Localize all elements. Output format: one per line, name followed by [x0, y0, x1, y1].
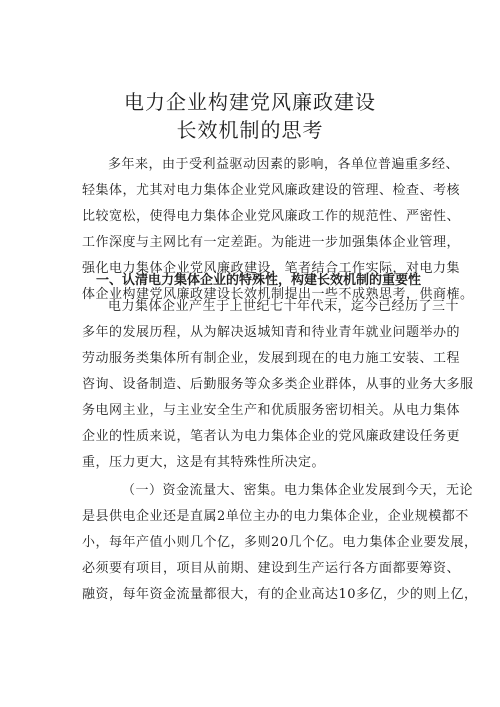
paragraph-line: 体企业构建党风廉政建设长效机制提出一些不成熟思考，供商榷。	[82, 287, 474, 302]
document-title-line-2: 长效机制的思考	[176, 118, 324, 142]
paragraph-line: 融资，每年资金流量都很大，有的企业高达10多亿，少的则上亿，	[82, 587, 478, 602]
paragraph-line: （一）资金流量大、密集。电力集体企业发展到今天，无论	[122, 483, 474, 498]
paragraph-line: 重，压力更大，这是有其特殊性所决定。	[82, 455, 326, 470]
document-title-line-1: 电力企业构建党风廉政建设	[124, 90, 376, 114]
paragraph-line: 必须要有项目，项目从前期、建设到生产运行各方面都要筹资、	[82, 561, 461, 576]
section-heading-1: 一、认清电力集体企业的特殊性，构建长效机制的重要性	[96, 273, 422, 288]
paragraph-line: 企业的性质来说，笔者认为电力集体企业的党风廉政建设任务更	[82, 429, 461, 444]
paragraph-line: 咨询、设备制造、后勤服务等众多类企业群体，从事的业务大多服	[82, 377, 474, 392]
paragraph-line: 轻集体，尤其对电力集体企业党风廉政建设的管理、检查、考核	[82, 183, 461, 198]
paragraph-line: 工作深度与主网比有一定差距。为能进一步加强集体企业管理，	[82, 235, 461, 250]
section1-paragraph-2	[82, 478, 478, 608]
paragraph-line: 电力集体企业产生于上世纪七十年代末，迄今已经历了三十	[108, 299, 460, 314]
paragraph-line: 劳动服务类集体所有制企业，发展到现在的电力施工安装、工程	[82, 351, 461, 366]
paragraph-line: 多年来，由于受利益驱动因素的影响，各单位普遍重多经、	[108, 157, 460, 172]
paragraph-line: 小，每年产值小则几个亿，多则20几个亿。电力集体企业要发展，	[82, 535, 478, 550]
paragraph-line: 强化电力集体企业党风廉政建设，笔者结合工作实际，对电力集	[82, 261, 461, 276]
paragraph-line: 务电网主业，与主业安全生产和优质服务密切相关。从电力集体	[82, 403, 461, 418]
paragraph-line: 是县供电企业还是直属2单位主办的电力集体企业，企业规模都不	[82, 509, 469, 524]
paragraph-line: 多年的发展历程，从为解决返城知青和待业青年就业问题举办的	[82, 325, 461, 340]
paragraph-line: 比较宽松，使得电力集体企业党风廉政工作的规范性、严密性、	[82, 209, 461, 224]
